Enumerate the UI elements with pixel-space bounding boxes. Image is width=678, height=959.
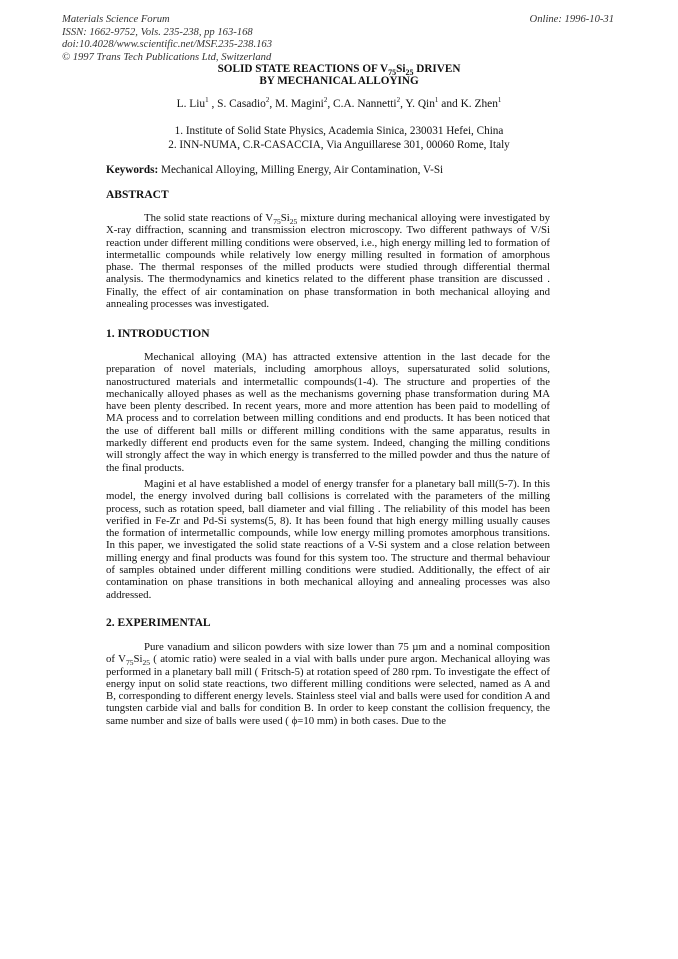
title-text: SOLID STATE REACTIONS OF V	[217, 63, 389, 75]
affiliation-2: 2. INN-NUMA, C.R-CASACCIA, Via Anguillarese 301, 00060 Rome, Italy	[168, 139, 510, 151]
abstract-heading: ABSTRACT	[106, 189, 169, 201]
author: and K. Zhen	[438, 97, 498, 110]
author: , S. Casadio	[208, 97, 266, 110]
author-affil-mark: 2	[396, 96, 401, 104]
introduction-heading: 1. INTRODUCTION	[106, 328, 210, 340]
introduction-paragraph-1: Mechanical alloying (MA) has attracted extensive attention in the last decade for the preparation of novel materials, including amorphous alloys, supersaturated solid solutions, nanostructured materials and intermetallic compounds(1-4). The structure and properties of the mechanically alloyed phases as well as the mechanisms governing phase transformation during MA have been plenty described. In recent years, more and more attention has been paid to modelling of MA process and to correlation between milling conditions and end products. It has been noticed that the use of different ball mills or different milling conditions with the same apparatus, results in markedly different end products even for the same system. Indeed, changing the milling conditions will strongly affect the way in which energy is transferred to the milled powder and thus the nature of the final products.	[106, 351, 550, 474]
author: L. Liu	[176, 97, 206, 110]
experimental-heading: 2. EXPERIMENTAL	[106, 617, 211, 629]
copyright-line: © 1997 Trans Tech Publications Ltd, Switzerland	[62, 51, 272, 63]
keywords	[106, 164, 443, 176]
author-affil-mark: 1	[434, 96, 439, 104]
online-date: Online: 1996-10-31	[529, 14, 614, 25]
journal-name: Materials Science Forum	[62, 14, 170, 25]
author: , Y. Qin	[400, 97, 435, 110]
title-text: Si	[396, 63, 406, 75]
author: , C.A. Nannetti	[327, 97, 397, 110]
issn-line: ISSN: 1662-9752, Vols. 235-238, pp 163-168	[62, 26, 253, 38]
affiliation-1: 1. Institute of Solid State Physics, Academia Sinica, 230031 Hefei, China	[174, 125, 504, 137]
title-subscript: 25	[405, 68, 414, 78]
author-affil-mark: 1	[205, 96, 209, 104]
author-affil-mark: 1	[497, 96, 502, 104]
introduction-paragraph-2: Magini et al have established a model of energy transfer for a planetary ball mill(5-7). In this model, the energy involved during ball collisions is correlated with the parameters of the milling process, such as rotation speed, ball diameter and vial filling . The reliability of this model has been verified in Fe-Zr and Pd-Si systems(5, 8). It has been found that high energy milling usually causes the formation of intermetallic compounds, while low energy milling promotes amorphous transitions. In this paper, we investigated the solid state reactions of a V-Si system and a close relation between milling energy and final products was found for this system too. The structure and thermal behaviour of samples obtained under different milling conditions were studied. Additionally, the effect of air contamination on phase transitions in both mechanical alloying and annealing processes was also addressed.	[106, 478, 550, 601]
author: , M. Magini	[269, 97, 324, 110]
author-affil-mark: 2	[265, 96, 270, 104]
keywords-label: Keywords:	[106, 164, 159, 176]
journal-header	[62, 14, 272, 64]
doi-line: doi:10.4028/www.scientific.net/MSF.235-238.163	[62, 39, 272, 50]
experimental-paragraph: Pure vanadium and silicon powders with size lower than 75 µm and a nominal composition of $V_{75}Si_{25}$ ( atomic ratio) were sealed in a vial with balls under pure argon. Mechanical alloying was performed in a planetary ball mill ( Fritsch-5) at rotation speed of 280 rpm. To investigate the effect of energy input on solid state reactions, two different milling conditions were selected, named as A and B, corresponding to different energy levels. Stainless steel vial and balls were used for condition A and tungsten carbide vial and balls for condition B. In order to keep constant the collision frequency, the same number and size of balls were used ( ϕ=10 mm) in both cases. Due to the	[106, 641, 550, 727]
author-affil-mark: 2	[323, 96, 328, 104]
author-list	[0, 96, 678, 110]
title-text: DRIVEN	[413, 63, 461, 75]
keywords-text: Mechanical Alloying, Milling Energy, Air Contamination, V-Si	[158, 164, 444, 176]
abstract-paragraph: The solid state reactions of $V_{75}Si_{25}$ mixture during mechanical alloying were investigated by X-ray diffraction, scanning and transmission electron microscopy. Two different pathways of V/Si reaction under different milling conditions were observed, i.e., high energy milling led to formation of intermetallic compounds while relatively low energy milling resulted in formation of amorphous phase. The thermal responses of the milled products were studied through differential thermal analysis. The thermodynamics and kinetics related to the different phase transition are discussed . Finally, the effect of air contamination on phase transformation in both mechanical alloying and annealing processes was investigated.	[106, 212, 550, 311]
paper-title-line2: BY MECHANICAL ALLOYING	[259, 75, 419, 87]
title-subscript: 75	[388, 68, 397, 78]
